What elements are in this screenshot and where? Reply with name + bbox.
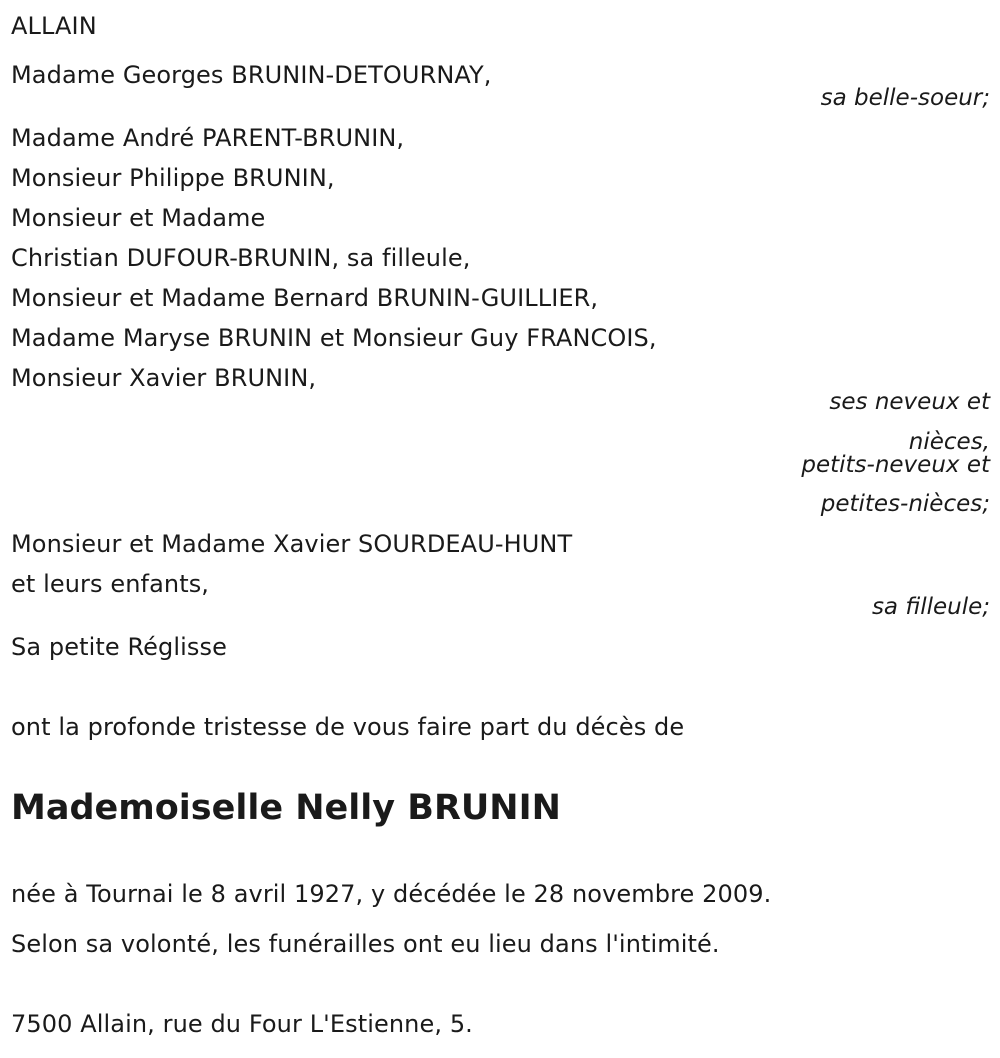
relationship-label: ses neveux et (829, 389, 990, 415)
family-member-line: Monsieur et Madame Xavier SOURDEAU-HUNT (11, 530, 573, 558)
family-member-line: Monsieur et Madame Bernard BRUNIN-GUILLIER, (11, 284, 599, 312)
relationship-label: nièces, (908, 429, 990, 455)
family-member-line: et leurs enfants, (11, 570, 210, 598)
family-member-line: Monsieur Xavier BRUNIN, (11, 364, 317, 392)
family-member-line: Monsieur et Madame (11, 204, 266, 232)
family-member-line: Monsieur Philippe BRUNIN, (11, 164, 335, 192)
deceased-name: Mademoiselle Nelly BRUNIN (11, 788, 561, 828)
announcement-text: ont la profonde tristesse de vous faire part du décès de (11, 713, 685, 741)
locality-header: ALLAIN (11, 12, 97, 40)
relationship-label: petites-nièces; (820, 491, 990, 517)
pet-line: Sa petite Réglisse (11, 633, 227, 661)
family-member-line: Madame Georges BRUNIN-DETOURNAY, (11, 61, 492, 89)
address-text: 7500 Allain, rue du Four L'Estienne, 5. (11, 1010, 473, 1038)
family-member-line: Madame André PARENT-BRUNIN, (11, 124, 405, 152)
funeral-text: Selon sa volonté, les funérailles ont eu lieu dans l'intimité. (11, 930, 720, 958)
birth-death-text: née à Tournai le 8 avril 1927, y décédée le 28 novembre 2009. (11, 880, 772, 908)
relationship-label: petits-neveux et (801, 452, 990, 478)
relationship-label: sa filleule; (871, 594, 990, 620)
family-member-line: Christian DUFOUR-BRUNIN, sa filleule, (11, 244, 471, 272)
relationship-label: sa belle-soeur; (820, 85, 990, 111)
family-member-line: Madame Maryse BRUNIN et Monsieur Guy FRANCOIS, (11, 324, 657, 352)
